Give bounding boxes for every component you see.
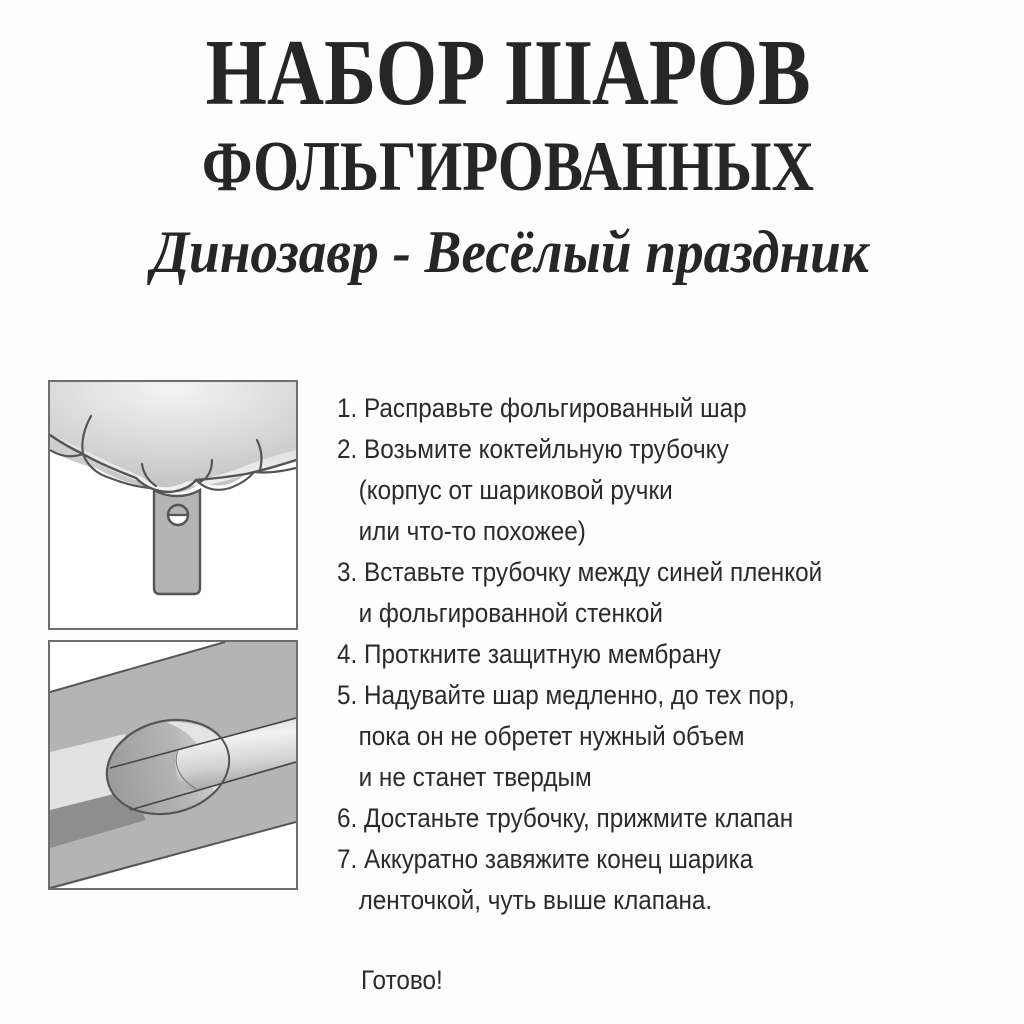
- step-5-cont-1: пока он не обретет нужный объем: [358, 721, 745, 751]
- done-text: Готово!: [361, 965, 443, 995]
- instruction-list: [337, 388, 1017, 921]
- step-1: 1. Расправьте фольгированный шар: [337, 393, 747, 423]
- step-2-cont-1: (корпус от шариковой ручки: [358, 475, 673, 505]
- step-2: 2. Возьмите коктейльную трубочку: [337, 434, 729, 464]
- title-line-2: ФОЛЬГИРОВАННЫХ: [201, 128, 815, 206]
- step-7-cont-1: ленточкой, чуть выше клапана.: [358, 885, 713, 915]
- step-3-cont-1: и фольгированной стенкой: [358, 598, 663, 628]
- straw-icon: [50, 642, 296, 888]
- step-3: 3. Вставьте трубочку между синей пленкой: [337, 557, 823, 587]
- balloon-valve-illustration: [48, 380, 298, 630]
- step-6: 6. Достаньте трубочку, прижмите клапан: [337, 803, 794, 833]
- step-5: 5. Надувайте шар медленно, до тех пор,: [337, 680, 796, 710]
- balloon-icon: [50, 382, 296, 628]
- step-4: 4. Проткните защитную мембрану: [337, 639, 721, 669]
- step-7: 7. Аккуратно завяжите конец шарика: [337, 844, 754, 874]
- title-line-1: НАБОР ШАРОВ: [205, 21, 811, 125]
- subtitle: Динозавр - Весёлый праздник: [151, 219, 869, 285]
- straw-insert-illustration: [48, 640, 298, 890]
- step-5-cont-2: и не станет твердым: [358, 762, 592, 792]
- step-2-cont-2: или что-то похожее): [358, 516, 586, 546]
